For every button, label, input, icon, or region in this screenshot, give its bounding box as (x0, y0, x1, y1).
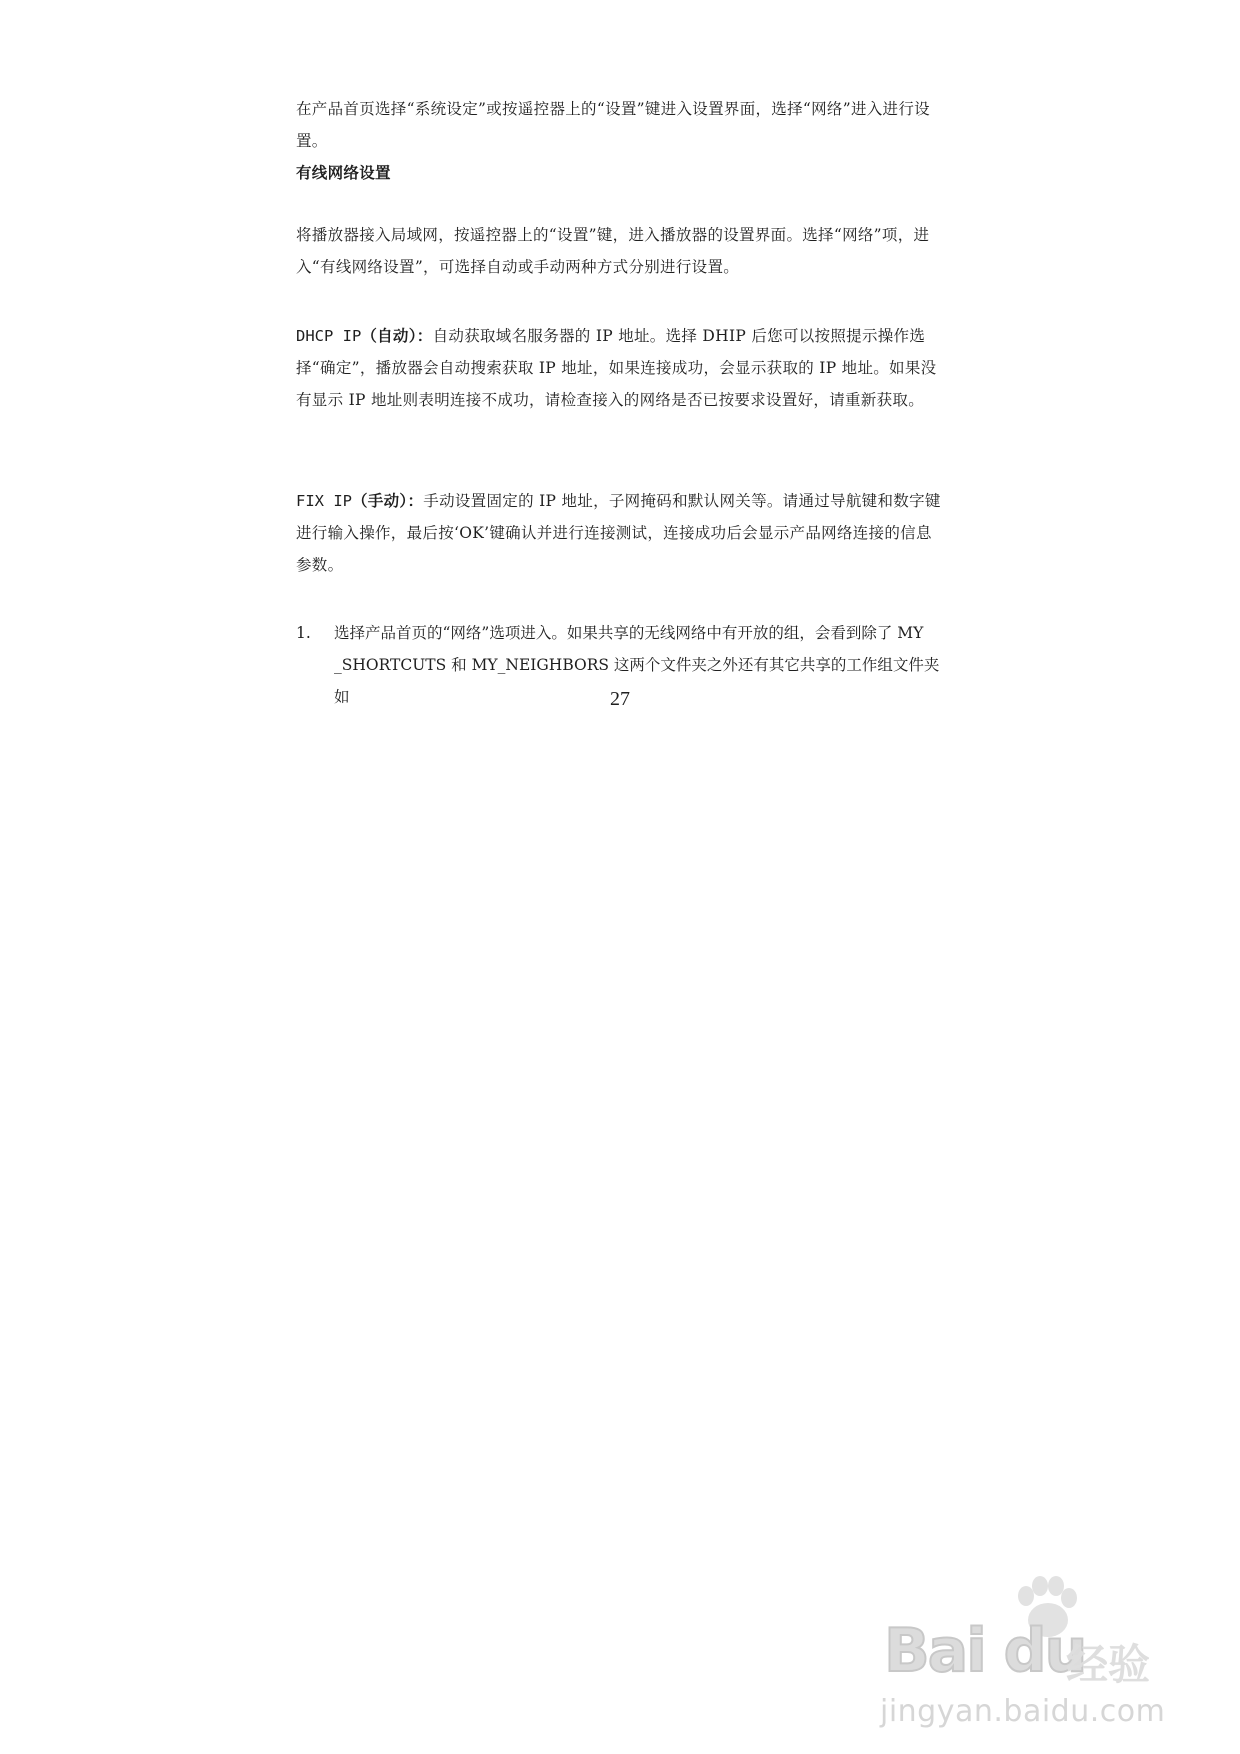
fix-ip-text: 手动设置固定的 IP 地址，子网掩码和默认网关等。请通过导航键和数字键进行输入操作，最后按‘OK’键确认并进行连接测试，连接成功后会显示产品网络连接的信息参数。 (296, 492, 941, 574)
dhcp-text: 自动获取域名服务器的 IP 地址。选择 DHIP 后您可以按照提示操作选择“确定”，播放器会自动搜索获取 IP 地址，如果连接成功，会显示获取的 IP 地址。如果没有显示 IP 地址则表明连接不成功，请检查接入的网络是否已按要求设置好，请重新获取。 (296, 327, 937, 409)
intro-text: 在产品首页选择“系统设定”或按遥控器上的“设置”键进入设置界面，选择“网络”进入进行设置。 (296, 100, 930, 150)
dhcp-paragraph (296, 320, 946, 416)
fix-ip-term: FIX IP (296, 492, 352, 510)
dhcp-term: DHCP IP (296, 327, 362, 345)
wired-network-text: 将播放器接入局域网，按遥控器上的“设置”键，进入播放器的设置界面。选择“网络”项，进入“有线网络设置”，可选择自动或手动两种方式分别进行设置。 (296, 226, 930, 276)
section-heading-text: 有线网络设置 (296, 164, 391, 182)
wired-network-paragraph (296, 219, 946, 283)
dhcp-mode: （自动） (361, 327, 417, 345)
dhcp-colon: ： (416, 327, 433, 345)
watermark-url: jingyan.baidu.com (880, 1694, 1166, 1729)
watermark-brand: 经验 (1066, 1640, 1151, 1689)
fix-ip-mode: （手动） (352, 492, 408, 510)
list-item-text: 选择产品首页的“网络”选项进入。如果共享的无线网络中有开放的组，会看到除了 MY _SHORTCUTS 和 MY_NEIGHBORS 这两个文件夹之外还有其它共享的工作组文件夹如 (334, 624, 940, 706)
baidu-jingyan-watermark (880, 1576, 1180, 1729)
fix-ip-colon: ： (407, 492, 424, 510)
intro-paragraph (296, 93, 946, 157)
fix-ip-paragraph (296, 485, 946, 581)
page-number: 27 (610, 688, 630, 710)
section-heading (296, 157, 946, 189)
list-item-number: 1. (296, 624, 311, 642)
watermark-logo: Bai du (884, 1616, 1086, 1686)
